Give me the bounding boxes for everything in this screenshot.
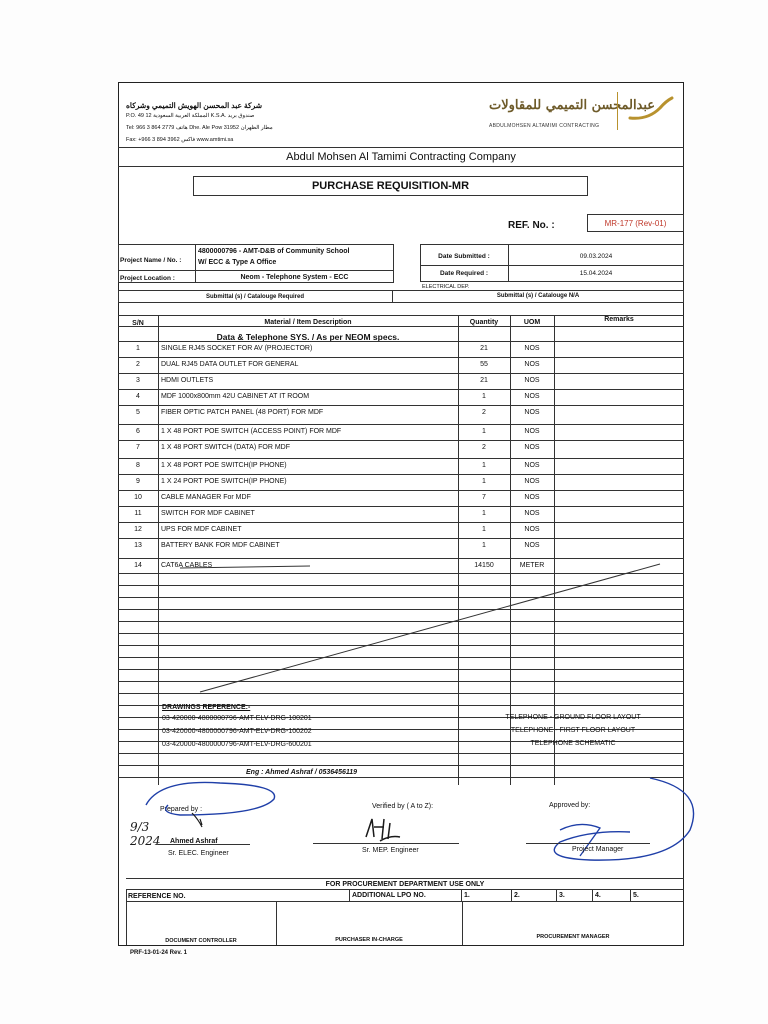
verified-signature-icon	[360, 815, 410, 845]
row-description: 1 X 24 PORT POE SWITCH(IP PHONE)	[161, 478, 287, 485]
table-rule	[118, 373, 684, 374]
table-rule	[118, 765, 684, 766]
address-line-3: Fax: +966 3 894 3962 فاكس www.amtimi.sa	[126, 137, 234, 143]
table-rule	[118, 538, 684, 539]
table-column-rule	[458, 315, 459, 785]
department-label: ELECTRICAL DEP.	[422, 284, 470, 290]
row-uom: NOS	[524, 428, 540, 435]
arabic-company-name: شركة عبد المحسن الهويش التميمي وشركاه	[126, 101, 263, 110]
row-quantity: 21	[480, 345, 488, 352]
blank-rows-strike	[160, 560, 670, 700]
header-remarks: Remarks	[604, 316, 634, 323]
row-sn: 2	[136, 361, 140, 368]
project-name-label: Project Name / No. :	[120, 257, 182, 264]
row-uom: METER	[519, 562, 545, 569]
row-sn: 7	[136, 444, 140, 451]
rule	[126, 889, 684, 890]
project-location-value: Neom - Telephone System - ECC	[240, 274, 349, 281]
approved-by-label: Approved by:	[549, 802, 591, 809]
table-rule	[118, 490, 684, 491]
ref-value: MR-177 (Rev-01)	[604, 219, 667, 228]
logo-english: ABDULMOHSEN ALTAMIMI CONTRACTING	[489, 123, 600, 129]
table-rule	[118, 341, 684, 342]
row-description: FIBER OPTIC PATCH PANEL (48 PORT) FOR MDF	[161, 409, 324, 416]
lpo-number-2: 2.	[514, 892, 520, 899]
table-rule	[118, 458, 684, 459]
row-uom: NOS	[524, 377, 540, 384]
row-quantity: 21	[480, 377, 488, 384]
lpo-number-5: 5.	[633, 892, 639, 899]
drawing-code: 03-420000-4800000796-AMT-ELV-DRG-600201	[162, 741, 312, 748]
date-required-value: 15.04.2024	[579, 270, 613, 277]
row-uom: NOS	[524, 444, 540, 451]
table-rule	[118, 326, 684, 327]
row-sn: 4	[136, 393, 140, 400]
rule	[313, 843, 459, 844]
address-line-2: Tel: 966 3 864 2779 هاتف Dhe. Ale Pow 31952 مطار الظهران	[126, 125, 273, 131]
approved-signature-icon	[530, 770, 710, 870]
drawing-description: TELEPHONE - FIRST FLOOR LAYOUT	[510, 727, 636, 734]
row-description: 1 X 48 PORT SWITCH (DATA) FOR MDF	[161, 444, 290, 451]
header-description: Material / Item Description	[264, 319, 352, 326]
row-quantity: 1	[482, 526, 486, 533]
row-sn: 12	[134, 526, 142, 533]
rule	[118, 270, 394, 271]
row-quantity: 1	[482, 393, 486, 400]
verified-by-label: Verified by ( A to Z):	[372, 803, 434, 810]
prepared-date-handwritten: 9/3 2024	[130, 820, 161, 848]
document-controller: DOCUMENT CONTROLLER	[165, 938, 237, 944]
table-column-rule	[158, 315, 159, 785]
row-uom: NOS	[524, 393, 540, 400]
row-quantity: 2	[482, 409, 486, 416]
row-quantity: 1	[482, 542, 486, 549]
rule	[349, 889, 350, 901]
form-code: PRF-13-01-24 Rev. 1	[130, 950, 187, 956]
row-quantity: 55	[480, 361, 488, 368]
drawing-description: TELEPHONE SCHEMATIC	[530, 740, 616, 747]
row-uom: NOS	[524, 361, 540, 368]
row-description: DUAL RJ45 DATA OUTLET FOR GENERAL	[161, 361, 299, 368]
lpo-number-1: 1.	[464, 892, 470, 899]
drawing-code: 03-420000-4800000796-AMT-ELV-DRG-100202	[162, 728, 312, 735]
prepared-title: Sr. ELEC. Engineer	[168, 850, 229, 857]
logo-divider	[617, 92, 618, 130]
table-rule	[118, 558, 684, 559]
approved-title: Project Manager	[572, 846, 624, 853]
row-uom: NOS	[524, 542, 540, 549]
table-rule	[118, 522, 684, 523]
row-description: HDMI OUTLETS	[161, 377, 214, 384]
engineer-contact: Eng : Ahmed Ashraf / 0536456119	[246, 769, 358, 776]
row-quantity: 1	[482, 478, 486, 485]
date-submitted-value: 09.03.2024	[579, 253, 613, 260]
row-description: 1 X 48 PORT POE SWITCH(IP PHONE)	[161, 462, 287, 469]
row-uom: NOS	[524, 478, 540, 485]
rule	[592, 889, 593, 901]
row-sn: 14	[134, 562, 142, 569]
row-description: CABLE MANAGER For MDF	[161, 494, 251, 501]
drawings-title: DRAWINGS REFERENCE:-	[162, 704, 251, 711]
prepared-by-label: Prepared by :	[160, 806, 203, 813]
rule	[126, 878, 684, 879]
row-sn: 13	[134, 542, 142, 549]
ref-label: REF. No. :	[508, 220, 555, 231]
verified-title: Sr. MEP. Engineer	[362, 847, 419, 854]
table-rule	[118, 474, 684, 475]
logo-arabic: عبدالمحسن التميمي للمقاولات	[489, 98, 656, 113]
row-quantity: 1	[482, 428, 486, 435]
rule	[126, 901, 684, 902]
prepared-name: Ahmed Ashraf	[170, 838, 218, 845]
table-rule	[118, 405, 684, 406]
row-uom: NOS	[524, 462, 540, 469]
header-quantity: Quantity	[469, 319, 499, 326]
table-rule	[118, 389, 684, 390]
prepared-signature-icon	[140, 775, 290, 835]
row-sn: 10	[134, 494, 142, 501]
table-rule	[118, 506, 684, 507]
submittal-required: Submittal (s) / Catalouge Required	[205, 294, 304, 300]
drawing-description: TELEPHONE - GROUND FLOOR LAYOUT	[505, 714, 641, 721]
row-sn: 9	[136, 478, 140, 485]
rule	[526, 843, 650, 844]
row-description: BATTERY BANK FOR MDF CABINET	[161, 542, 280, 549]
table-rule	[118, 424, 684, 425]
row-uom: NOS	[524, 409, 540, 416]
rule	[118, 147, 684, 148]
row-sn: 3	[136, 377, 140, 384]
table-rule	[118, 440, 684, 441]
project-name-line1: 4800000796 - AMT-D&B of Community School	[198, 248, 350, 255]
row-quantity: 14150	[474, 562, 494, 569]
rule	[630, 889, 631, 901]
rule	[420, 265, 684, 266]
reference-no-label: REFERENCE NO.	[128, 893, 186, 900]
rule	[511, 889, 512, 901]
submittal-na: Submittal (s) / Catalouge N/A	[496, 293, 580, 299]
row-quantity: 7	[482, 494, 486, 501]
row-description: CAT6A CABLES	[161, 562, 213, 569]
date-submitted-label: Date Submitted :	[438, 253, 490, 260]
row-uom: NOS	[524, 494, 540, 501]
row-quantity: 1	[482, 510, 486, 517]
project-location-label: Project Location :	[120, 275, 175, 282]
row-description: SINGLE RJ45 SOCKET FOR AV (PROJECTOR)	[161, 345, 313, 352]
rule	[118, 166, 684, 167]
header-uom: UOM	[523, 319, 541, 326]
additional-lpo-label: ADDITIONAL LPO NO.	[352, 892, 426, 899]
procurement-manager: PROCUREMENT MANAGER	[536, 934, 610, 940]
form-title: PURCHASE REQUISITION-MR	[311, 180, 470, 192]
table-rule	[118, 753, 684, 754]
row-quantity: 1	[482, 462, 486, 469]
row-sn: 1	[136, 345, 140, 352]
purchaser-in-charge: PURCHASER IN-CHARGE	[335, 937, 403, 943]
row-description: MDF 1000x800mm 42U CABINET AT IT ROOM	[161, 393, 310, 400]
header-sn: S/N	[132, 320, 144, 327]
date-required-label: Date Required :	[439, 270, 489, 277]
table-rule	[118, 315, 684, 316]
row-sn: 5	[136, 409, 140, 416]
row-quantity: 2	[482, 444, 486, 451]
table-rule	[118, 357, 684, 358]
address-line-1: P.O. 49 12 المملكة العربية السعودية K.S.A. صندوق بريد	[126, 113, 255, 119]
rule	[556, 889, 557, 901]
row-description: 1 X 48 PORT POE SWITCH (ACCESS POINT) FOR MDF	[161, 428, 342, 435]
logo-swoosh-icon	[626, 92, 676, 128]
row-uom: NOS	[524, 510, 540, 517]
drawing-code: 03-420000-4800000796-AMT-ELV-DRG-100201	[162, 715, 312, 722]
company-name: Abdul Mohsen Al Tamimi Contracting Company	[286, 151, 516, 163]
row-sn: 8	[136, 462, 140, 469]
row-description: UPS FOR MDF CABINET	[161, 526, 242, 533]
row-uom: NOS	[524, 526, 540, 533]
lpo-number-3: 3.	[559, 892, 565, 899]
row-sn: 6	[136, 428, 140, 435]
section-title: Data & Telephone SYS. / As per NEOM specs.	[216, 332, 400, 342]
procurement-title: FOR PROCUREMENT DEPARTMENT USE ONLY	[325, 881, 485, 888]
project-name-line2: W/ ECC & Type A Office	[198, 259, 277, 266]
rule	[461, 889, 462, 901]
row-description: SWITCH FOR MDF CABINET	[161, 510, 255, 517]
row-uom: NOS	[524, 345, 540, 352]
lpo-number-4: 4.	[595, 892, 601, 899]
row-sn: 11	[134, 510, 142, 517]
